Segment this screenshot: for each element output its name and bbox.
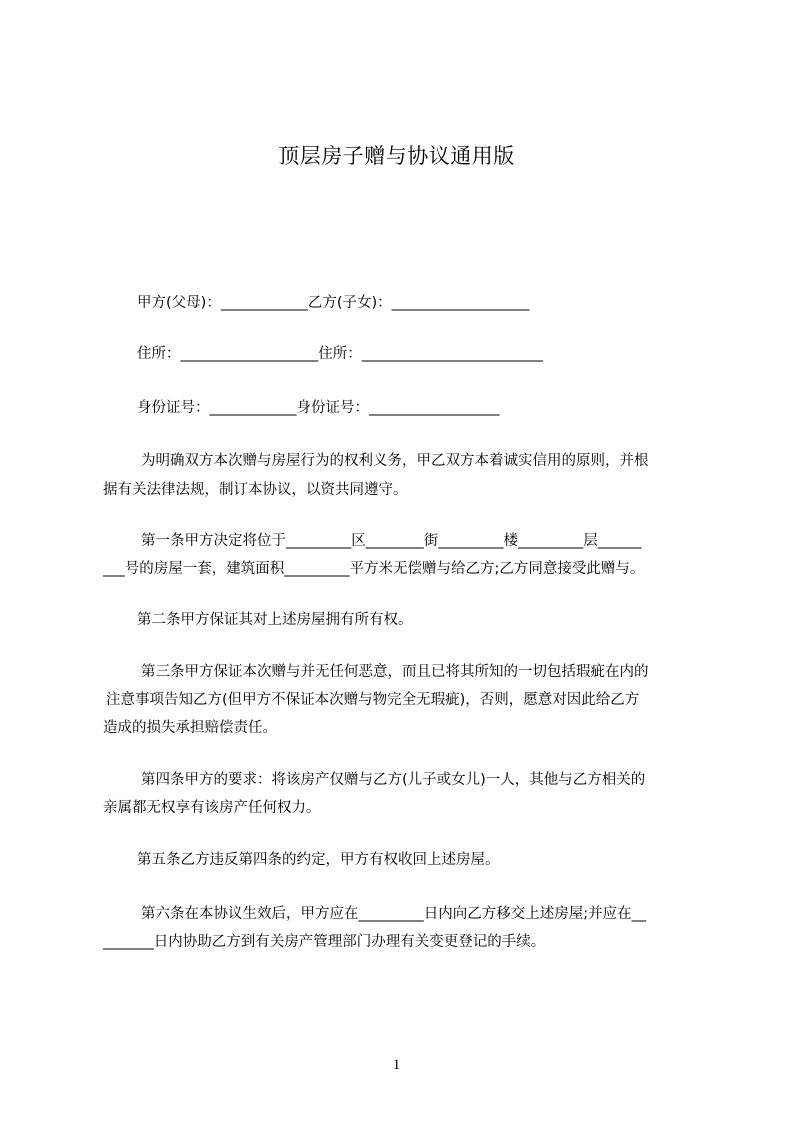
party-address-line: 住所：___________________住所：_________________________: [137, 346, 543, 362]
party-id-line: 身份证号：____________身份证号：__________________: [137, 400, 500, 416]
party-names-line: 甲方(父母)：____________乙方(子女)：___________________: [137, 295, 530, 311]
preamble-line-1: 为明确双方本次赠与房屋行为的权利义务，甲乙双方本着诚实信用的原则，并根: [141, 453, 649, 469]
article-3-line-3: 造成的损失承担赔偿责任。: [103, 720, 277, 736]
article-1-line-2: ___号的房屋一套，建筑面积_________平方米无偿赠与给乙方;乙方同意接受此赠与。: [103, 561, 645, 577]
article-4-line-2: 亲属都无权享有该房产任何权力。: [103, 800, 321, 816]
document-title: 顶层房子赠与协议通用版: [278, 144, 515, 168]
article-1-line-1: 第一条甲方决定将位于_________区________街_________楼_________层______: [141, 533, 642, 549]
article-6-line-1: 第六条在本协议生效后，甲方应在_________日内向乙方移交上述房屋;并应在__: [141, 906, 647, 922]
page-number: 1: [392, 1057, 401, 1073]
article-3-line-1: 第三条甲方保证本次赠与并无任何恶意，而且已将其所知的一切包括瑕疵在内的: [141, 664, 649, 680]
article-3-line-2: 注意事项告知乙方(但甲方不保证本次赠与物完全无瑕疵)，否则，愿意对因此给乙方: [106, 692, 640, 708]
article-6-line-2: _______日内协助乙方到有关房产管理部门办理有关变更登记的手续。: [103, 934, 546, 950]
article-4-line-1: 第四条甲方的要求：将该房产仅赠与乙方(儿子或女儿)一人，其他与乙方相关的: [141, 772, 646, 788]
article-5-line-1: 第五条乙方违反第四条的约定，甲方有权收回上述房屋。: [137, 852, 500, 868]
preamble-line-2: 据有关法律法规，制订本协议，以资共同遵守。: [103, 482, 408, 498]
article-2-line-1: 第二条甲方保证其对上述房屋拥有所有权。: [137, 612, 413, 628]
